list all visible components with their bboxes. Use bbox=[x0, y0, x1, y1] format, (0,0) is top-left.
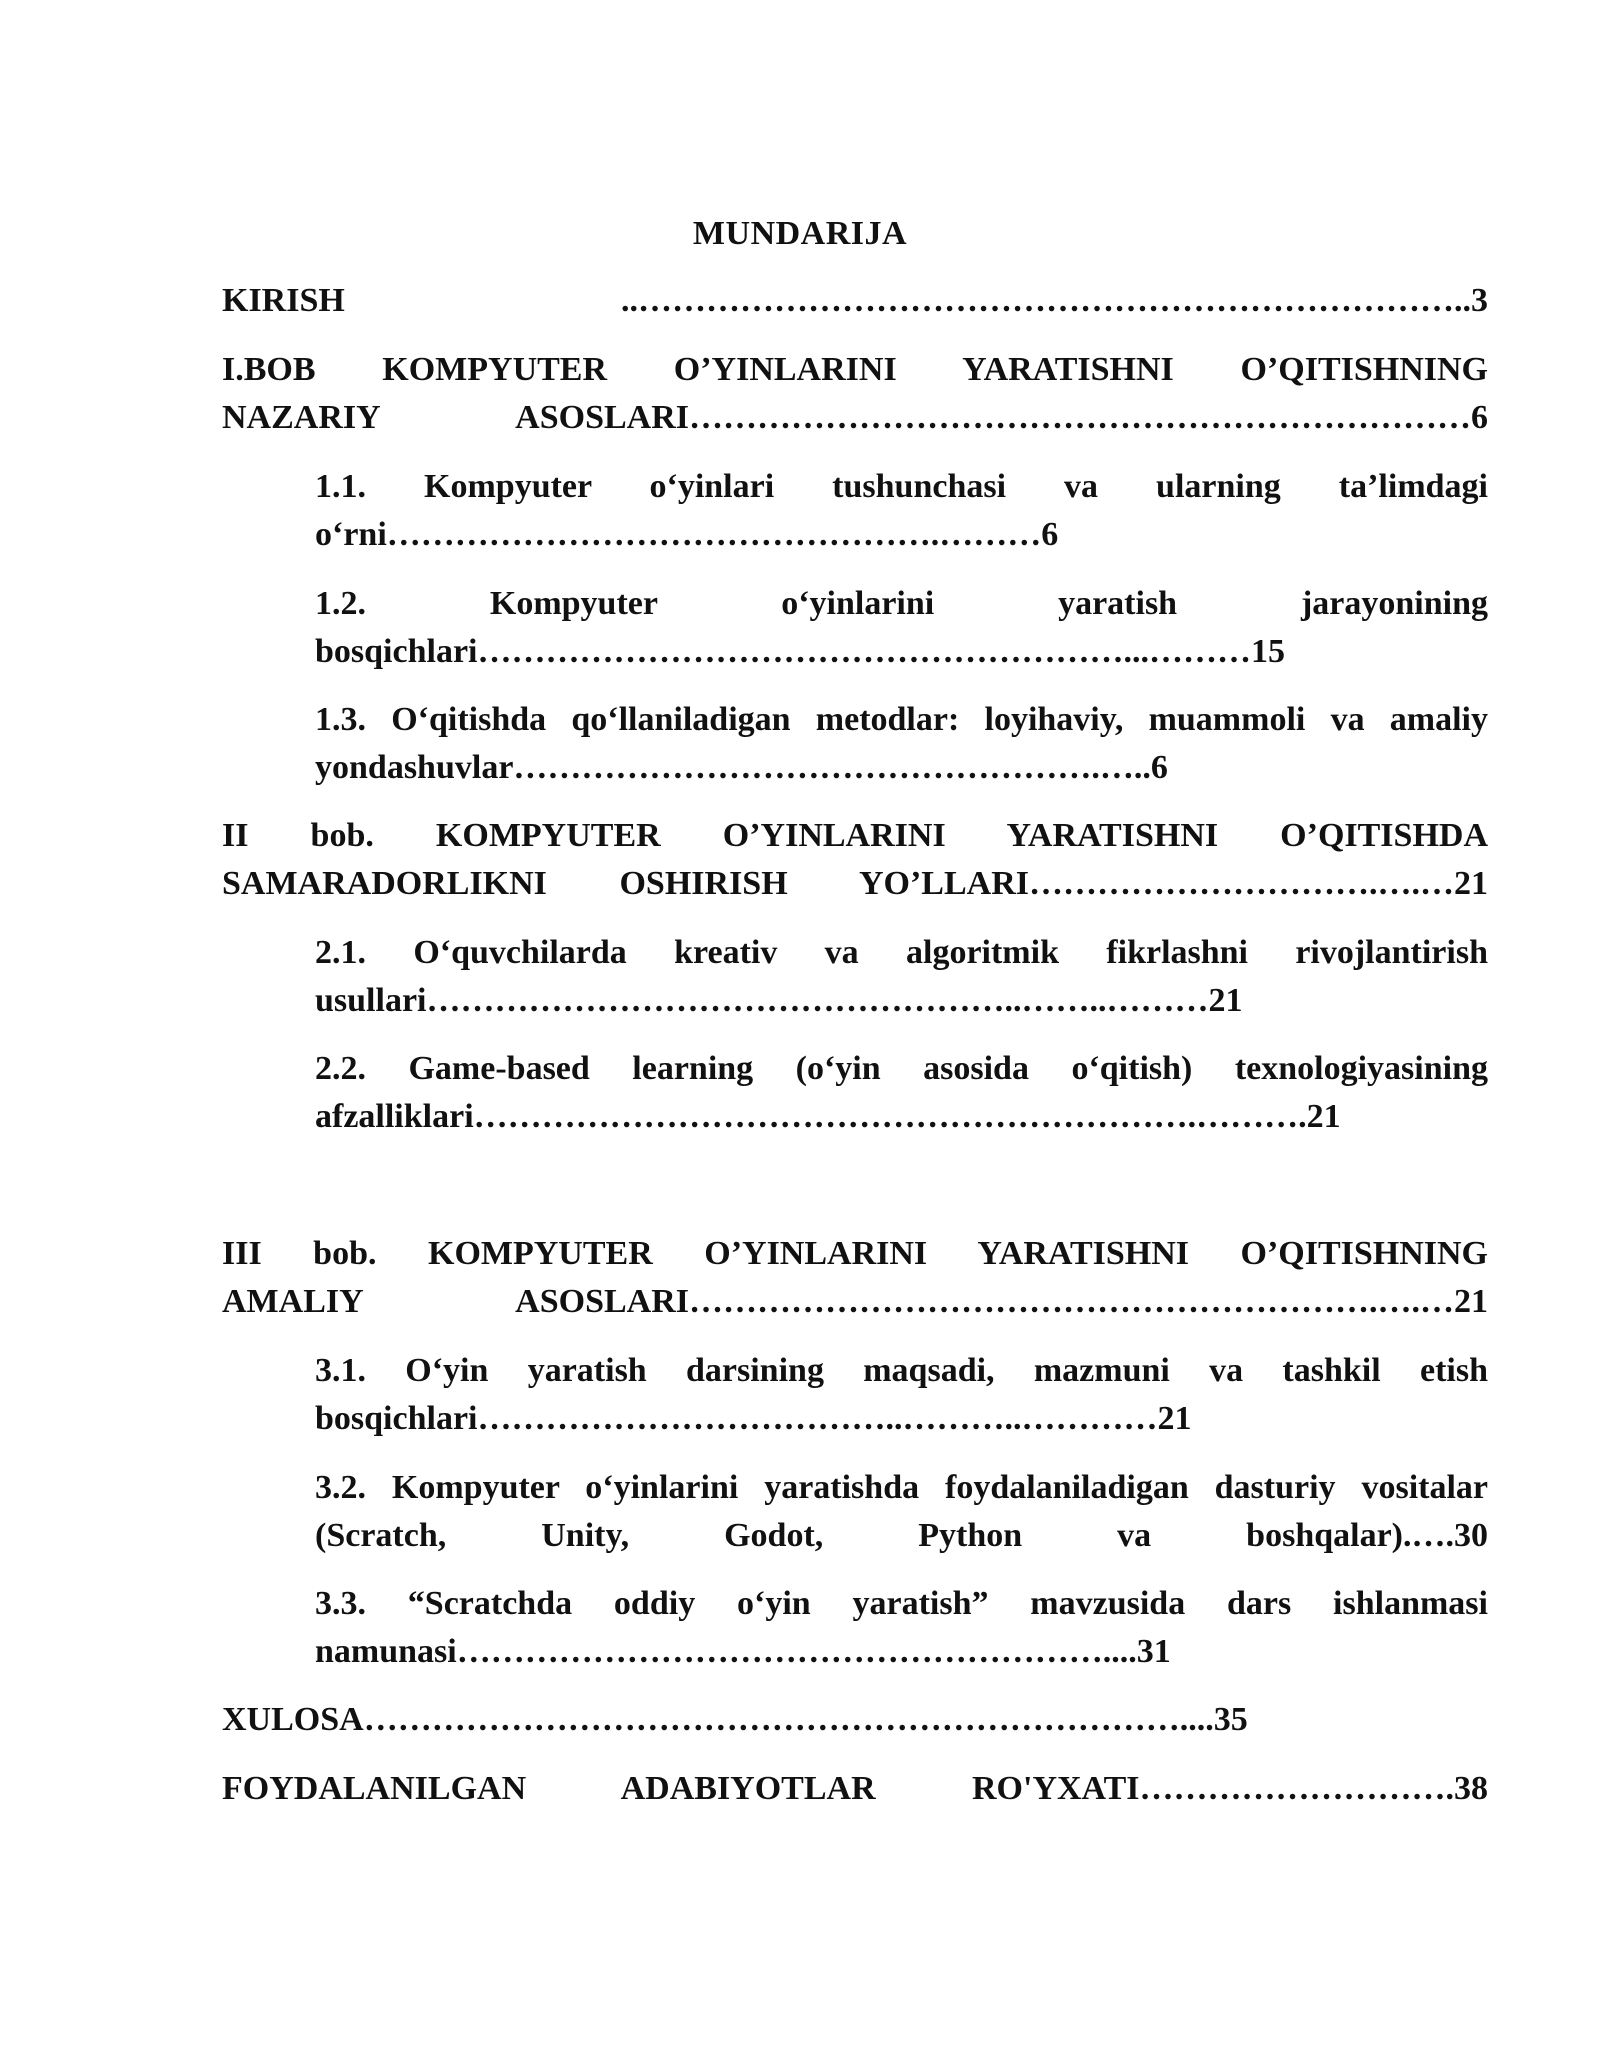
toc-entry-chapter-3 bbox=[222, 1230, 1488, 1326]
toc-line: I.BOB KOMPYUTER O’YINLARINI YARATISHNI O’QITISHNING bbox=[222, 351, 1488, 388]
toc-line: XULOSA………………………………………………………………....35 bbox=[222, 1701, 1248, 1738]
toc-entry-3-2 bbox=[315, 1464, 1488, 1560]
toc-entry-1-3 bbox=[315, 696, 1488, 792]
toc-line: AMALIY ASOSLARI…………………………………………………….….…21 bbox=[222, 1283, 1488, 1320]
toc-line: II bob. KOMPYUTER O’YINLARINI YARATISHNI O’QITISHDA bbox=[222, 817, 1488, 854]
toc-entry-references bbox=[222, 1765, 1488, 1813]
toc-line: 3.3. “Scratchda oddiy o‘yin yaratish” mavzusida dars ishlanmasi bbox=[315, 1585, 1488, 1622]
toc-entry-2-2 bbox=[315, 1045, 1488, 1141]
toc-line: NAZARIY ASOSLARI……………………………………………………………6 bbox=[222, 399, 1488, 436]
toc-line: namunasi…………………………………………………....31 bbox=[315, 1633, 1171, 1670]
toc-line: FOYDALANILGAN ADABIYOTLAR RO'YXATI……………………….38 bbox=[222, 1770, 1488, 1807]
toc-entry-3-1 bbox=[315, 1347, 1488, 1443]
toc-entry-1-1 bbox=[315, 463, 1488, 559]
toc-line: 3.2. Kompyuter o‘yinlarini yaratishda foydalaniladigan dasturiy vositalar bbox=[315, 1469, 1488, 1506]
toc-line: 2.1. O‘quvchilarda kreativ va algoritmik fikrlashni rivojlantirish bbox=[315, 934, 1488, 971]
toc-entry-chapter-1 bbox=[222, 346, 1488, 442]
toc-entry-chapter-2 bbox=[222, 812, 1488, 908]
toc-entry-2-1 bbox=[315, 929, 1488, 1025]
toc-line: III bob. KOMPYUTER O’YINLARINI YARATISHNI O’QITISHNING bbox=[222, 1235, 1488, 1272]
toc-line: 1.2. Kompyuter o‘yinlarini yaratish jarayonining bbox=[315, 585, 1488, 622]
toc-entry-1-2 bbox=[315, 580, 1488, 676]
toc-line: 1.3. O‘qitishda qo‘llaniladigan metodlar: loyihaviy, muammoli va amaliy bbox=[315, 701, 1488, 738]
page-title: MUNDARIJA bbox=[692, 215, 908, 252]
toc-line: o‘rni………………………………………….………6 bbox=[315, 516, 1059, 553]
toc-entry-kirish bbox=[222, 277, 1488, 325]
toc-line: KIRISH ..………………………………………………………………..3 bbox=[222, 282, 1488, 319]
toc-line: 3.1. O‘yin yaratish darsining maqsadi, mazmuni va tashkil etish bbox=[315, 1352, 1488, 1389]
toc-line: bosqichlari………………………………..………..…………21 bbox=[315, 1400, 1192, 1437]
toc-entry-3-3 bbox=[315, 1580, 1488, 1676]
toc-line: (Scratch, Unity, Godot, Python va boshqalar).….30 bbox=[315, 1517, 1488, 1554]
toc-line: SAMARADORLIKNI OSHIRISH YO’LLARI………………………….….…21 bbox=[222, 865, 1488, 902]
toc-line: 2.2. Game-based learning (o‘yin asosida o‘qitish) texnologiyasining bbox=[315, 1050, 1488, 1087]
toc-line: yondashuvlar…………………………………………….…..6 bbox=[315, 749, 1168, 786]
toc-line: afzalliklari……………………………………………………….……….21 bbox=[315, 1098, 1341, 1135]
toc-line: usullari……………………………………………..……..………21 bbox=[315, 982, 1243, 1019]
toc-line: bosqichlari…………………………………………………...………15 bbox=[315, 633, 1285, 670]
toc-line: 1.1. Kompyuter o‘yinlari tushunchasi va ularning ta’limdagi bbox=[315, 468, 1488, 505]
toc-entry-xulosa bbox=[222, 1696, 1488, 1744]
